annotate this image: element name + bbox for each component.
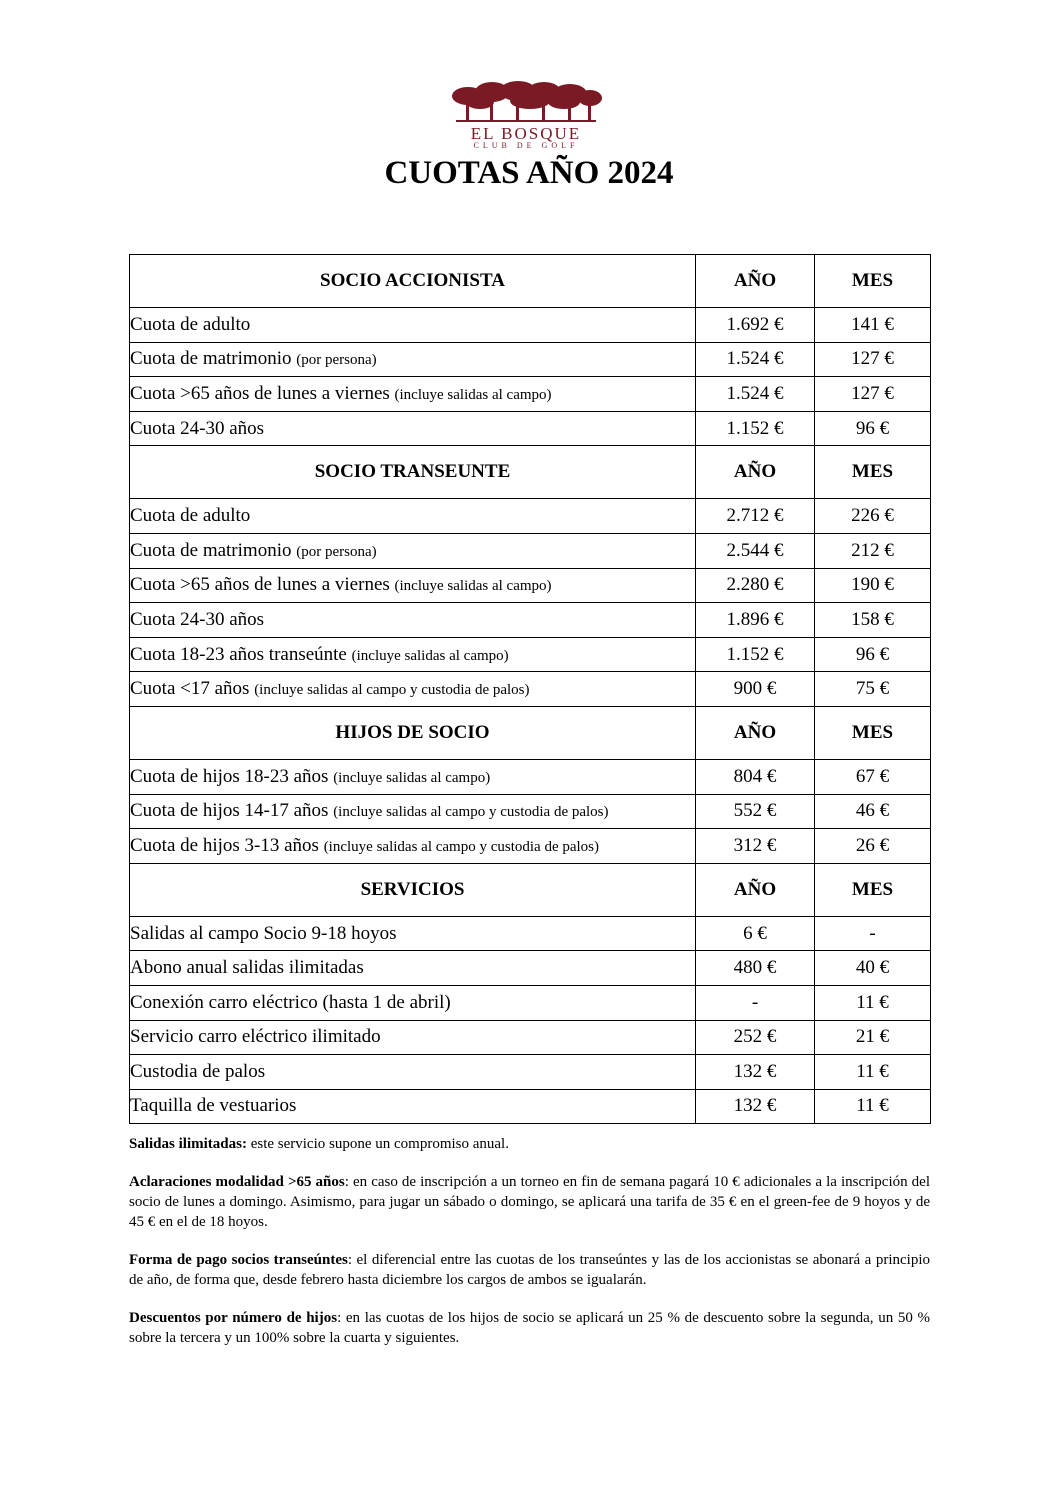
fee-note: (incluye salidas al campo y custodia de palos) — [333, 804, 609, 821]
section-title: SOCIO ACCIONISTA — [130, 255, 696, 308]
table-row — [130, 759, 931, 794]
page-title: CUOTAS AÑO 2024 — [384, 155, 674, 191]
table-row — [130, 672, 931, 707]
month-amount: 11 € — [815, 1055, 931, 1090]
table-row — [130, 603, 931, 638]
note-paragraph — [129, 1308, 930, 1348]
year-amount: 132 € — [696, 1055, 815, 1090]
section-title: HIJOS DE SOCIO — [130, 706, 696, 759]
fee-label: Conexión carro eléctrico (hasta 1 de abril) — [130, 991, 451, 1013]
table-row — [130, 342, 931, 377]
fee-description — [130, 916, 696, 951]
month-amount: 212 € — [815, 533, 931, 568]
note-text: este servicio supone un compromiso anual. — [246, 1136, 509, 1152]
table-row — [130, 916, 931, 951]
month-amount: 26 € — [815, 829, 931, 864]
fee-label: Abono anual salidas ilimitadas — [130, 957, 364, 979]
year-amount: 2.280 € — [696, 568, 815, 603]
fee-description — [130, 308, 696, 343]
fee-label: Taquilla de vestuarios — [130, 1095, 297, 1117]
fee-label: Cuota 24-30 años — [130, 608, 265, 630]
club-logo — [446, 80, 606, 158]
table-row — [130, 985, 931, 1020]
note-paragraph — [129, 1134, 930, 1154]
year-column-header: AÑO — [696, 255, 815, 308]
month-amount: 226 € — [815, 499, 931, 534]
fee-label: Cuota de hijos 14-17 años — [130, 800, 329, 822]
fees-table — [129, 254, 931, 1124]
fee-label: Cuota de adulto — [130, 505, 251, 527]
table-row — [130, 568, 931, 603]
fee-note: (por persona) — [296, 543, 377, 560]
note-label: Aclaraciones modalidad >65 años — [129, 1174, 345, 1190]
year-amount: 2.712 € — [696, 499, 815, 534]
month-amount: 158 € — [815, 603, 931, 638]
fee-label: Cuota >65 años de lunes a viernes — [130, 382, 390, 404]
month-amount: 46 € — [815, 794, 931, 829]
year-amount: 1.524 € — [696, 377, 815, 412]
section-header-row — [130, 863, 931, 916]
year-amount: 804 € — [696, 759, 815, 794]
fee-note: (incluye salidas al campo y custodia de palos) — [254, 682, 530, 699]
year-amount: 1.524 € — [696, 342, 815, 377]
fee-label: Cuota de matrimonio — [130, 539, 292, 561]
table-row — [130, 1020, 931, 1055]
fee-label: Cuota 24-30 años — [130, 417, 265, 439]
month-amount: 40 € — [815, 951, 931, 986]
note-label: Salidas ilimitadas: — [129, 1136, 247, 1152]
year-amount: - — [696, 985, 815, 1020]
year-column-header: AÑO — [696, 706, 815, 759]
fee-label: Cuota de adulto — [130, 313, 251, 335]
fee-description — [130, 603, 696, 638]
fee-description — [130, 672, 696, 707]
month-amount: 190 € — [815, 568, 931, 603]
note-text: : el diferencial entre las cuotas de los transeúntes y las de los accionistas se abonará a principio de año, de forma que, desde febrero hasta diciembre los cargos de ambos se igualarán. — [129, 1252, 930, 1288]
note-paragraph — [129, 1250, 930, 1290]
fee-note: (incluye salidas al campo) — [351, 647, 509, 664]
table-row — [130, 1089, 931, 1124]
fee-label: Cuota de hijos 18-23 años — [130, 765, 329, 787]
year-amount: 900 € — [696, 672, 815, 707]
fee-note: (incluye salidas al campo) — [394, 578, 552, 595]
fee-note: (incluye salidas al campo) — [333, 769, 491, 786]
section-title: SERVICIOS — [130, 863, 696, 916]
trees-icon — [446, 80, 606, 126]
fee-note: (incluye salidas al campo y custodia de palos) — [323, 838, 600, 855]
section-header-row — [130, 706, 931, 759]
logo-subtitle: CLUB DE GOLF — [473, 141, 579, 150]
fee-label: Cuota <17 años — [130, 678, 250, 700]
year-amount: 1.152 € — [696, 637, 815, 672]
table-row — [130, 1055, 931, 1090]
fee-label: Custodia de palos — [130, 1060, 266, 1082]
year-amount: 6 € — [696, 916, 815, 951]
month-amount: 67 € — [815, 759, 931, 794]
table-row — [130, 794, 931, 829]
year-amount: 132 € — [696, 1089, 815, 1124]
note-paragraph — [129, 1172, 930, 1232]
fee-description — [130, 499, 696, 534]
month-amount: 11 € — [815, 1089, 931, 1124]
month-column-header: MES — [815, 863, 931, 916]
fee-description — [130, 1089, 696, 1124]
table-row — [130, 637, 931, 672]
fee-description — [130, 759, 696, 794]
year-amount: 252 € — [696, 1020, 815, 1055]
table-row — [130, 499, 931, 534]
table-row — [130, 829, 931, 864]
fee-description — [130, 637, 696, 672]
month-amount: 96 € — [815, 637, 931, 672]
month-column-header: MES — [815, 706, 931, 759]
fee-label: Cuota de hijos 3-13 años — [130, 834, 319, 856]
fee-description — [130, 377, 696, 412]
fee-label: Cuota 18-23 años transeúnte — [130, 643, 347, 665]
note-text: : en caso de inscripción a un torneo en fin de semana pagará 10 € adicionales a la inscripción del socio de lunes a domingo. Asimismo, para jugar un sábado o domingo, se aplicará una tarifa de 35 € en el green-fee de 9 hoyos y de 45 € en el de 18 hoyos. — [129, 1174, 931, 1230]
fee-label: Servicio carro eléctrico ilimitado — [130, 1026, 381, 1048]
section-header-row — [130, 446, 931, 499]
month-amount: 127 € — [815, 377, 931, 412]
month-amount: 127 € — [815, 342, 931, 377]
table-row — [130, 308, 931, 343]
fee-description — [130, 342, 696, 377]
year-amount: 1.896 € — [696, 603, 815, 638]
fee-description — [130, 533, 696, 568]
fee-description — [130, 829, 696, 864]
notes — [129, 1134, 930, 1366]
fee-note: (incluye salidas al campo) — [394, 386, 552, 403]
table-row — [130, 951, 931, 986]
fee-description — [130, 411, 696, 446]
note-text: : en las cuotas de los hijos de socio se aplicará un 25 % de descuento sobre la segunda, un 50 % sobre la tercera y un 100% sobre la cuarta y siguientes. — [129, 1310, 930, 1346]
year-column-header: AÑO — [696, 863, 815, 916]
section-header-row — [130, 255, 931, 308]
month-amount: 141 € — [815, 308, 931, 343]
month-column-header: MES — [815, 446, 931, 499]
month-amount: 21 € — [815, 1020, 931, 1055]
year-column-header: AÑO — [696, 446, 815, 499]
table-row — [130, 533, 931, 568]
month-amount: 11 € — [815, 985, 931, 1020]
logo-name: EL BOSQUE — [470, 124, 582, 143]
year-amount: 480 € — [696, 951, 815, 986]
month-amount: - — [815, 916, 931, 951]
section-title: SOCIO TRANSEUNTE — [130, 446, 696, 499]
fee-description — [130, 794, 696, 829]
note-label: Forma de pago socios transeúntes — [129, 1252, 348, 1268]
month-column-header: MES — [815, 255, 931, 308]
month-amount: 96 € — [815, 411, 931, 446]
year-amount: 312 € — [696, 829, 815, 864]
year-amount: 1.152 € — [696, 411, 815, 446]
year-amount: 1.692 € — [696, 308, 815, 343]
fee-description — [130, 1020, 696, 1055]
year-amount: 552 € — [696, 794, 815, 829]
fee-description — [130, 985, 696, 1020]
fee-label: Cuota de matrimonio — [130, 348, 292, 370]
table-row — [130, 377, 931, 412]
fee-description — [130, 951, 696, 986]
table-row — [130, 411, 931, 446]
month-amount: 75 € — [815, 672, 931, 707]
note-label: Descuentos por número de hijos — [129, 1310, 338, 1326]
year-amount: 2.544 € — [696, 533, 815, 568]
fee-label: Cuota >65 años de lunes a viernes — [130, 574, 390, 596]
fee-description — [130, 1055, 696, 1090]
fee-note: (por persona) — [296, 352, 377, 369]
fee-label: Salidas al campo Socio 9-18 hoyos — [130, 922, 397, 944]
fee-description — [130, 568, 696, 603]
